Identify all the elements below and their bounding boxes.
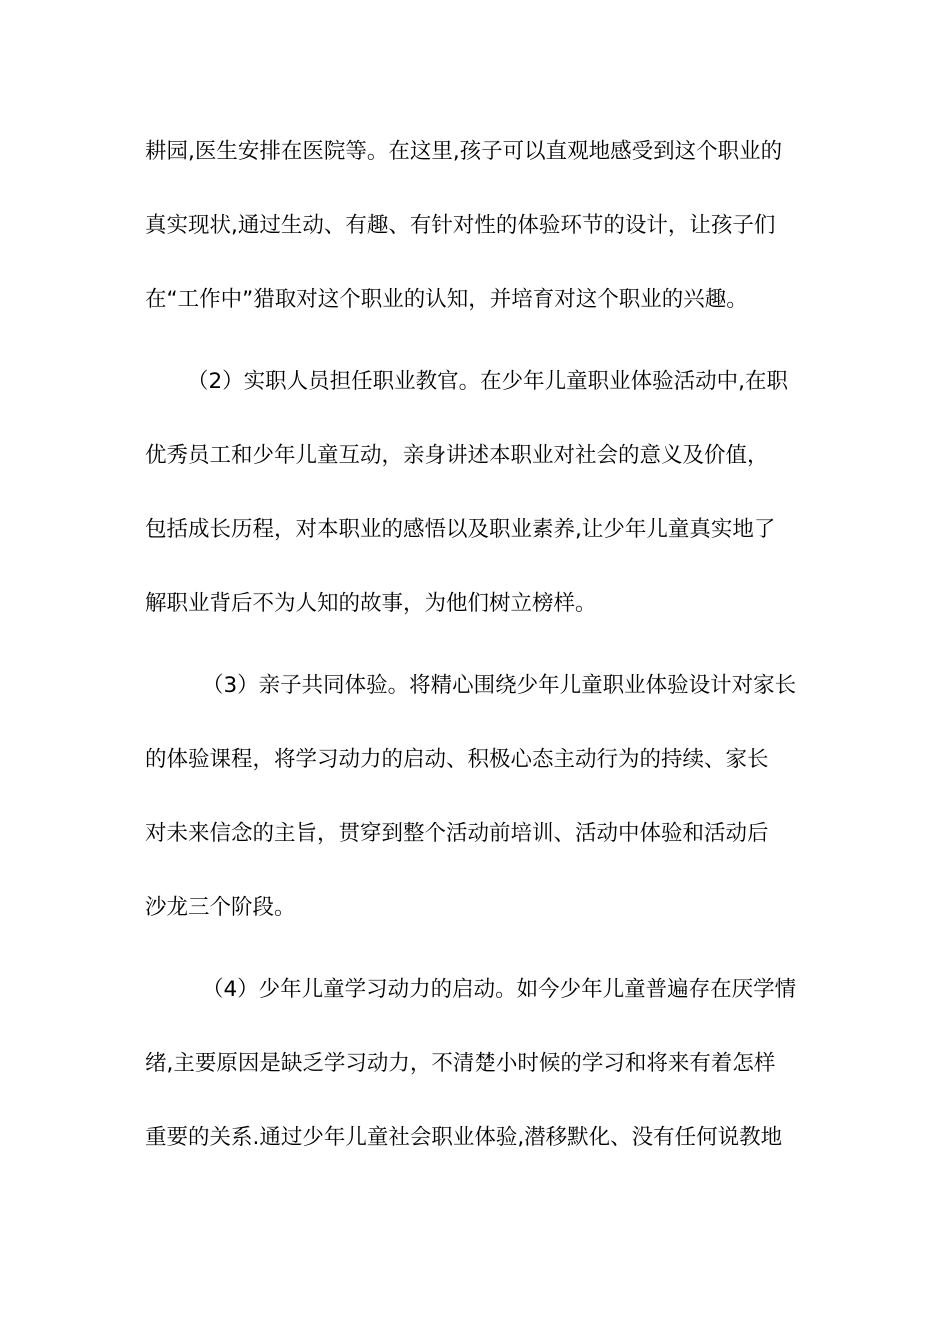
paragraph-4-line-3: 重要的关系.通过少年儿童社会职业体验,潜移默化、没有任何说教地 [145,1125,783,1150]
paragraph-2-line-4: 解职业背后不为人知的故事，为他们树立榜样。 [145,591,597,616]
paragraph-3-line-3: 对未来信念的主旨，贯穿到整个活动前培训、活动中体验和活动后 [145,821,769,846]
text-line-3: 在“工作中”猎取对这个职业的认知，并培育对这个职业的兴趣。 [145,287,748,312]
paragraph-2-line-1: （2）实职人员担任职业教官。在少年儿童职业体验活动中,在职 [187,369,789,394]
text-line-1: 耕园,医生安排在医院等。在这里,孩子可以直观地感受到这个职业的 [145,139,783,164]
paragraph-4-line-1: （4）少年儿童学习动力的启动。如今少年儿童普遍存在厌学情 [202,977,797,1002]
paragraph-2-line-3: 包括成长历程，对本职业的感悟以及职业素养,让少年儿童真实地了 [145,517,776,542]
paragraph-4-line-2: 绪,主要原因是缺乏学习动力，不清楚小时候的学习和将来有着怎样 [145,1051,776,1076]
text-line-2: 真实现状,通过生动、有趣、有针对性的体验环节的设计，让孩子们 [145,213,776,238]
paragraph-3-line-2: 的体验课程，将学习动力的启动、积极心态主动行为的持续、家长 [145,747,769,772]
paragraph-3-line-4: 沙龙三个阶段。 [145,895,296,920]
paragraph-2-line-2: 优秀员工和少年儿童互动，亲身讲述本职业对社会的意义及价值， [145,443,769,468]
paragraph-3-line-1: （3）亲子共同体验。将精心围绕少年儿童职业体验设计对家长 [202,673,797,698]
